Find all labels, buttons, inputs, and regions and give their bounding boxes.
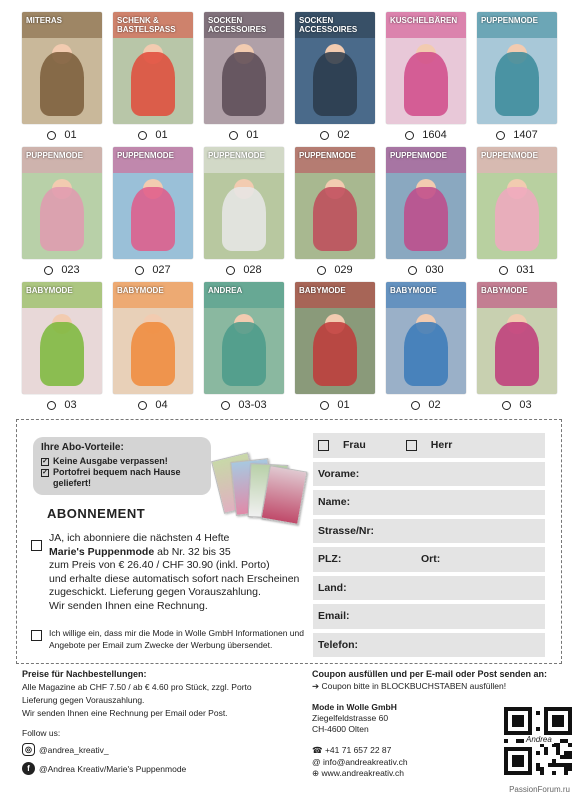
watermark: PassionForum.ru: [509, 785, 570, 794]
consent-text: Ich willige ein, dass mir die Mode in Wolle GmbH Informationen und Angebote per Email zum Zwecke der Werbung übersendet.: [49, 628, 304, 650]
order-option[interactable]: [499, 264, 534, 276]
radio-icon[interactable]: [317, 266, 326, 275]
magazine-item: [477, 282, 557, 417]
magazine-row: [22, 12, 557, 147]
country-field[interactable]: Land:: [313, 576, 545, 601]
magazine-item: [295, 12, 375, 147]
radio-icon[interactable]: [138, 401, 147, 410]
company-name: Mode in Wolle GmbH: [312, 702, 397, 712]
frau-checkbox[interactable]: [318, 440, 329, 451]
instagram-icon: ◎: [22, 743, 35, 756]
order-option[interactable]: [405, 129, 446, 141]
magazine-item: [386, 12, 466, 147]
coupon-send-heading: Coupon ausfüllen und per E-mail oder Post senden an:: [312, 669, 548, 679]
order-option[interactable]: [408, 264, 443, 276]
cover-title: PUPPENMODE: [481, 151, 538, 160]
company-address: Mode in Wolle GmbH Ziegelfeldstrasse 60 CH-4600 Olten: [312, 702, 397, 734]
magazine-item: [113, 12, 193, 147]
phone-icon: ☎: [312, 745, 323, 755]
radio-icon[interactable]: [411, 401, 420, 410]
radio-icon[interactable]: [221, 401, 230, 410]
issue-code: 02: [337, 129, 350, 141]
issue-code: 02: [428, 399, 441, 411]
magazine-row: [22, 282, 557, 417]
issue-code: 031: [516, 264, 535, 276]
order-option[interactable]: [221, 399, 266, 411]
coupon-instructions: Coupon ausfüllen und per E-mail oder Post senden an: ➔ Coupon bitte in BLOCKBUCHSTABEN ausfüllen!: [312, 668, 562, 692]
issue-code: 03: [519, 399, 532, 411]
cover-title: PUPPENMODE: [208, 151, 265, 160]
radio-icon[interactable]: [229, 131, 238, 140]
cover-title: SOCKEN ACCESSOIRES: [208, 16, 267, 34]
order-coupon: [16, 419, 562, 664]
radio-icon[interactable]: [44, 266, 53, 275]
magazine-item: [113, 147, 193, 282]
magazine-item: [386, 282, 466, 417]
magazine-item: [204, 147, 284, 282]
magazine-cover: [386, 282, 466, 394]
benefit-item: ✓ Portofrei bequem nach Hause geliefert!: [42, 467, 181, 488]
cover-title: BABYMODE: [481, 286, 528, 295]
cover-title: PUPPENMODE: [481, 16, 538, 25]
magazine-cover: [22, 12, 102, 124]
issue-code: 030: [425, 264, 444, 276]
subscribe-checkbox[interactable]: [31, 540, 42, 551]
magazine-cover: [477, 12, 557, 124]
magazine-cover: [477, 147, 557, 259]
radio-icon[interactable]: [499, 266, 508, 275]
cover-title: SCHENK & BASTELSPASS: [117, 16, 176, 34]
cover-title: PUPPENMODE: [26, 151, 83, 160]
issue-code: 01: [246, 129, 259, 141]
magazine-cover: [22, 282, 102, 394]
cover-title: PUPPENMODE: [299, 151, 356, 160]
issue-code: 027: [152, 264, 171, 276]
address-form: [313, 433, 545, 661]
cover-title: KUSCHELBÄREN: [390, 16, 458, 25]
magazine-row: [22, 147, 557, 282]
magazine-cover: [386, 147, 466, 259]
magazine-item: [477, 147, 557, 282]
globe-icon: ⊕: [312, 768, 320, 778]
checked-icon: ✓: [42, 469, 48, 476]
arrow-right-icon: ➔: [312, 681, 320, 691]
cover-title: BABYMODE: [117, 286, 164, 295]
cover-title: PUPPENMODE: [390, 151, 447, 160]
order-option[interactable]: [496, 129, 537, 141]
magazine-cover: [204, 147, 284, 259]
radio-icon[interactable]: [496, 131, 505, 140]
radio-icon[interactable]: [135, 266, 144, 275]
order-option[interactable]: [47, 399, 76, 411]
issue-code: 1604: [422, 129, 447, 141]
cover-title: BABYMODE: [390, 286, 437, 295]
magazine-item: [22, 12, 102, 147]
cover-title: ANDREA: [208, 286, 243, 295]
magazine-item: [477, 12, 557, 147]
name-field[interactable]: Name:: [313, 490, 545, 515]
issue-code: 04: [155, 399, 168, 411]
magazine-cover: [113, 282, 193, 394]
cover-title: PUPPENMODE: [117, 151, 174, 160]
magazine-grid: [22, 12, 557, 417]
issue-code: 03: [64, 399, 77, 411]
order-option[interactable]: [411, 399, 440, 411]
facebook-link[interactable]: f @Andrea Kreativ/Marie's Puppenmode: [22, 762, 186, 775]
subscription-offer: JA, ich abonniere die nächsten 4 Hefte Marie's Puppenmode ab Nr. 32 bis 35 zum Preis von € 26.40 / CHF 30.90 (inkl. Porto) und erhalte diese automatisch sofort nach Erscheinen zugeschickt. Lieferung gegen Vorauszahlung. Wir senden Ihnen eine Rechnung.: [49, 532, 300, 612]
magazine-item: [204, 12, 284, 147]
email-link[interactable]: @ info@andreakreativ.ch: [312, 756, 408, 767]
benefit-item: ✓ Keine Ausgabe verpassen!: [42, 456, 168, 466]
qr-code[interactable]: [504, 707, 572, 775]
magazine-cover: [113, 147, 193, 259]
order-option[interactable]: [135, 264, 170, 276]
benefits-title: Ihre Abo-Vorteile:: [41, 442, 124, 453]
order-option[interactable]: [44, 264, 79, 276]
magazine-item: [22, 282, 102, 417]
radio-icon[interactable]: [405, 131, 414, 140]
radio-icon[interactable]: [502, 401, 511, 410]
zip-city-field[interactable]: PLZ: Ort:: [313, 547, 545, 572]
issue-code: 1407: [513, 129, 538, 141]
magazine-cover: [295, 282, 375, 394]
order-option[interactable]: [502, 399, 531, 411]
follow-label: Follow us:: [22, 728, 61, 738]
magazine-item: [113, 282, 193, 417]
magazine-cover: [204, 282, 284, 394]
magazine-cover: [204, 12, 284, 124]
magazine-cover: [477, 282, 557, 394]
order-option[interactable]: [226, 264, 261, 276]
herr-checkbox[interactable]: [406, 440, 417, 451]
magazine-item: [204, 282, 284, 417]
magazine-item: [22, 147, 102, 282]
radio-icon[interactable]: [226, 266, 235, 275]
issue-code: 028: [243, 264, 262, 276]
order-option[interactable]: [317, 264, 352, 276]
radio-icon[interactable]: [320, 131, 329, 140]
magazine-cover: [295, 147, 375, 259]
web-link[interactable]: ⊕ www.andreakreativ.ch: [312, 768, 405, 778]
issue-code: 01: [64, 129, 77, 141]
magazine-item: [295, 282, 375, 417]
magazine-item: [386, 147, 466, 282]
order-option[interactable]: [138, 399, 167, 411]
order-option[interactable]: [229, 129, 258, 141]
order-option[interactable]: [320, 129, 349, 141]
magazine-cover: [386, 12, 466, 124]
issue-code: 01: [155, 129, 168, 141]
issue-code: 01: [337, 399, 350, 411]
radio-icon[interactable]: [47, 401, 56, 410]
issue-code: 023: [61, 264, 80, 276]
order-option[interactable]: [47, 129, 76, 141]
cover-title: MITERAS: [26, 16, 62, 25]
checked-icon: ✓: [42, 458, 48, 465]
magazine-cover: [113, 12, 193, 124]
phone-field[interactable]: Telefon:: [313, 633, 545, 658]
facebook-icon: f: [22, 762, 35, 775]
cover-title: BABYMODE: [299, 286, 346, 295]
prices-heading: Preise für Nachbestellungen:: [22, 669, 147, 679]
magazine-name: Marie's Puppenmode: [49, 545, 155, 558]
subscription-heading: ABONNEMENT: [47, 506, 146, 521]
instagram-link[interactable]: ◎ @andrea_kreativ_: [22, 743, 109, 756]
street-field[interactable]: Strasse/Nr:: [313, 519, 545, 544]
radio-icon[interactable]: [320, 401, 329, 410]
order-option[interactable]: [320, 399, 349, 411]
subscription-benefits: [33, 437, 211, 495]
at-icon: @: [312, 756, 321, 767]
issue-code: 03-03: [238, 399, 267, 411]
radio-icon[interactable]: [47, 131, 56, 140]
email-field[interactable]: Email:: [313, 604, 545, 629]
magazine-cover: [295, 12, 375, 124]
cover-title: SOCKEN ACCESSOIRES: [299, 16, 358, 34]
magazine-item: [295, 147, 375, 282]
order-option[interactable]: [138, 129, 167, 141]
cover-title: BABYMODE: [26, 286, 73, 295]
salutation-row: Frau Herr: [313, 433, 545, 458]
vorname-field[interactable]: Vorame:: [313, 462, 545, 487]
radio-icon[interactable]: [408, 266, 417, 275]
issue-code: 029: [334, 264, 353, 276]
consent-checkbox[interactable]: [31, 630, 42, 641]
radio-icon[interactable]: [138, 131, 147, 140]
magazine-fan-image: [217, 454, 309, 532]
reorder-prices: Preise für Nachbestellungen: Alle Magazine ab CHF 7.50 / ab € 4.60 pro Stück, zzgl. Porto Lieferung gegen Vorauszahlung. Wir senden Ihnen eine Rechnung per Email oder Post.: [22, 668, 302, 720]
qr-logo-label: Andrea: [526, 735, 552, 744]
company-contact: ☎ +41 71 657 22 87 @ info@andreakreativ.ch ⊕ www.andreakreativ.ch: [312, 745, 408, 778]
magazine-cover: [22, 147, 102, 259]
